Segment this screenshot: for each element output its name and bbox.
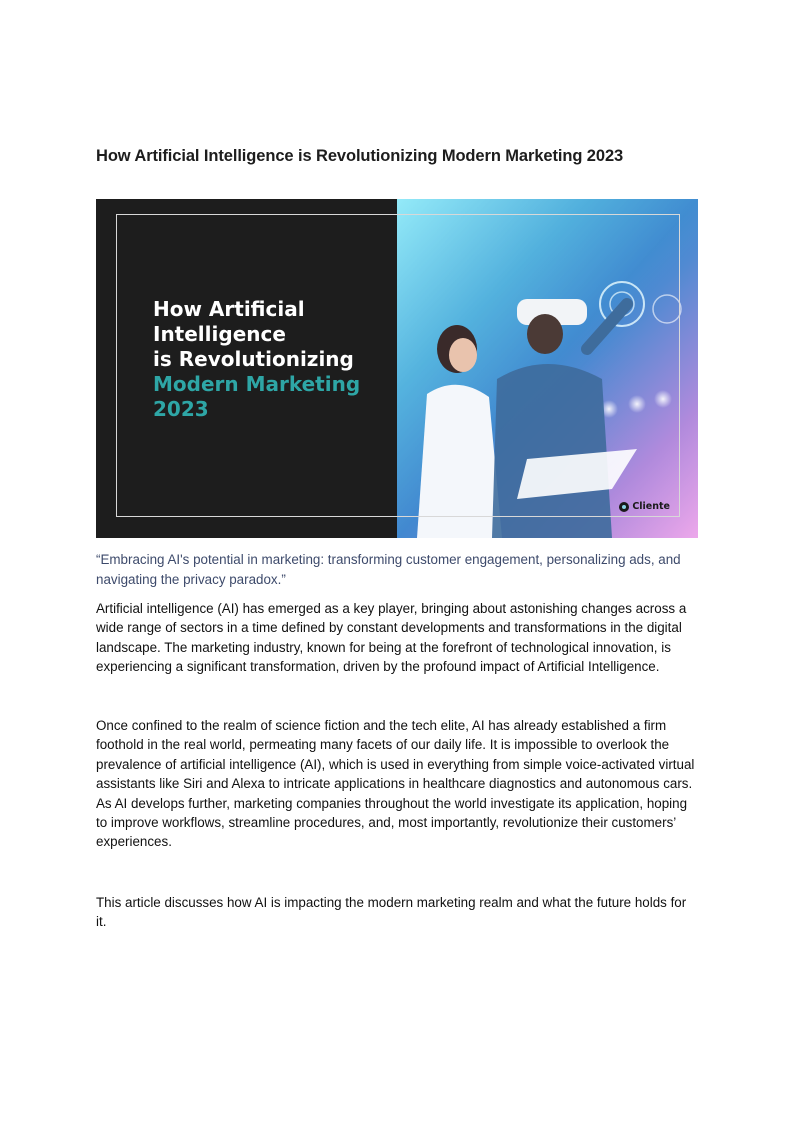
cliente-logo: Cliente [619,501,670,512]
page-title: How Artificial Intelligence is Revolutionizing Modern Marketing 2023 [96,147,624,165]
body-paragraph: This article discusses how AI is impacting the modern marketing realm and what the future holds for it. [96,895,687,930]
pull-quote: “Embracing AI's potential in marketing: transforming customer engagement, personalizing ads, and navigating the privacy paradox.” [96,552,681,587]
banner-headline-accent-line: Modern Marketing [153,372,361,396]
banner-headline [153,297,393,422]
banner-headline-line: How Artificial [153,297,305,321]
body-paragraph: Once confined to the realm of science fiction and the tech elite, AI has already established a firm foothold in the real world, permeating many facets of our daily life. It is impossible to overlook the prevalence of artificial intelligence (AI), which is used in everything from simple voice-activated virtual assistants like Siri and Alexa to intricate applications in healthcare diagnostics and autonomous cars. As AI develops further, marketing companies throughout the world investigate its application, hoping to improve workflows, streamline procedures, and, most importantly, revolutionize their customers’ experiences. [96,718,695,850]
body-paragraph: Artificial intelligence (AI) has emerged as a key player, bringing about astonishing changes across a wide range of sectors in a time defined by constant developments and transformations in the digital landscape. The marketing industry, known for being at the forefront of technological innovation, is experiencing a significant transformation, driven by the profound impact of Artificial Intelligence. [96,601,687,675]
banner-headline-line: is Revolutionizing [153,347,354,371]
banner-headline-accent-line: 2023 [153,397,209,421]
banner-headline-line: Intelligence [153,322,286,346]
hero-banner-image [96,199,698,538]
